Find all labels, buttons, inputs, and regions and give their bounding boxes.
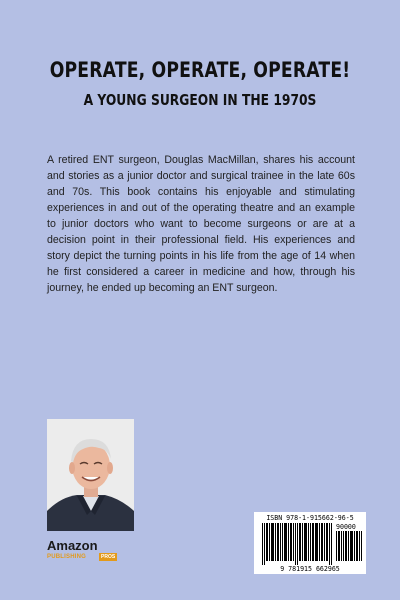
isbn-text: ISBN 978-1-915662-96-5 — [266, 514, 354, 522]
publisher-logo — [47, 538, 117, 568]
book-subtitle: A YOUNG SURGEON IN THE 1970S — [83, 91, 317, 109]
publisher-name: Amazon — [47, 538, 98, 553]
addon-code: 90000 — [336, 523, 356, 531]
addon-bars — [336, 531, 362, 561]
book-title: OPERATE, OPERATE, OPERATE! — [49, 58, 351, 82]
price-addon — [336, 523, 362, 563]
barcode-bars — [262, 523, 332, 565]
publisher-tag: PROS — [101, 554, 116, 560]
author-portrait-icon — [47, 419, 134, 531]
book-blurb: A retired ENT surgeon, Douglas MacMillan, shares his account and stories as a junior doctor and surgical trainee in the late 60s and 70s. This book contains his enjoyable and stimulating experiences in and out of the operating theatre and an example to junior doctors who want to become surgeons or are at a decision point in their professional field. His experiences and story depict the turning points in his life from the age of 14 when he first considered a career in medicine and how, through his journey, he ended up becoming an ENT surgeon. — [47, 154, 355, 294]
author-photo — [47, 419, 134, 531]
isbn-barcode — [254, 512, 366, 574]
publisher-sub: PUBLISHING — [47, 554, 87, 560]
ean-number: 9 781915 662965 — [280, 565, 340, 573]
